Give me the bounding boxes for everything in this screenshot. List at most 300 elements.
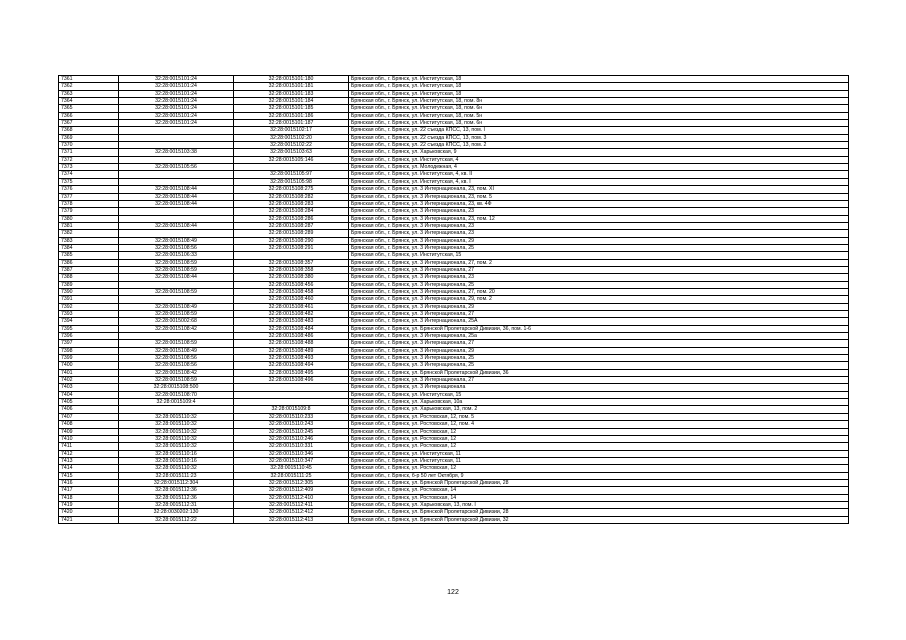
object-cadastral-cell: 32:28:0015108:460 (234, 296, 349, 303)
address-cell: Брянская обл., г. Брянск, ул. 3 Интернационала, 25 (349, 244, 849, 251)
row-number-cell: 7399 (59, 355, 119, 362)
table-row (59, 325, 849, 332)
row-number-cell: 7421 (59, 516, 119, 523)
parcel-cadastral-cell: 32:28:0030202:130 (119, 509, 234, 516)
address-cell: Брянская обл., г. Брянск, ул. 22 съезда КПСС, 13, пом. 3 (349, 134, 849, 141)
parcel-cadastral-cell: 32:28:0015108:59 (119, 377, 234, 384)
address-cell: Брянская обл., г. Брянск, ул. Институтская, 15 (349, 252, 849, 259)
row-number-cell: 7416 (59, 479, 119, 486)
table-row (59, 105, 849, 112)
table-body (59, 76, 849, 524)
table-row (59, 377, 849, 384)
row-number-cell: 7403 (59, 384, 119, 391)
address-cell: Брянская обл., г. Брянск, ул. 3 Интернационала, 29 (349, 303, 849, 310)
row-number-cell: 7395 (59, 325, 119, 332)
object-cadastral-cell: 32:28:0015108:489 (234, 347, 349, 354)
row-number-cell: 7362 (59, 83, 119, 90)
parcel-cadastral-cell: 32:28:0015108:44 (119, 200, 234, 207)
table-row (59, 347, 849, 354)
address-cell: Брянская обл., г. Брянск, ул. Институтская, 18, пом. 5н (349, 112, 849, 119)
table-row (59, 494, 849, 501)
table-row (59, 487, 849, 494)
parcel-cadastral-cell (119, 142, 234, 149)
address-cell: Брянская обл., г. Брянск, ул. 3 Интернационала, 25 (349, 362, 849, 369)
parcel-cadastral-cell (119, 296, 234, 303)
row-number-cell: 7386 (59, 259, 119, 266)
table-row (59, 384, 849, 391)
address-cell: Брянская обл., г. Брянск, ул. 3 Интернационала, 27 (349, 377, 849, 384)
object-cadastral-cell: 32:28:0015108:287 (234, 222, 349, 229)
parcel-cadastral-cell (119, 406, 234, 413)
address-cell: Брянская обл., г. Брянск, ул. 3 Интернационала, 27, пом. 20 (349, 288, 849, 295)
object-cadastral-cell: 32:28:0015108:494 (234, 362, 349, 369)
parcel-cadastral-cell: 32:28:0015108:56 (119, 362, 234, 369)
address-cell: Брянская обл., г. Брянск, ул. 3 Интернационала (349, 384, 849, 391)
row-number-cell: 7401 (59, 369, 119, 376)
object-cadastral-cell: 32:28:0015108:283 (234, 200, 349, 207)
table-row (59, 134, 849, 141)
row-number-cell: 7367 (59, 120, 119, 127)
parcel-cadastral-cell: 32:28:0015108:49 (119, 347, 234, 354)
row-number-cell: 7370 (59, 142, 119, 149)
parcel-cadastral-cell: 32:28:0015108:59 (119, 311, 234, 318)
row-number-cell: 7409 (59, 428, 119, 435)
parcel-cadastral-cell: 32:28:0015110:32 (119, 465, 234, 472)
row-number-cell: 7372 (59, 156, 119, 163)
table-row (59, 112, 849, 119)
table-row (59, 142, 849, 149)
row-number-cell: 7419 (59, 501, 119, 508)
address-cell: Брянская обл., г. Брянск, ул. 3 Интернационала, 25А (349, 318, 849, 325)
row-number-cell: 7369 (59, 134, 119, 141)
address-cell: Брянская обл., г. Брянск, ул. 3 Интернационала, 23, пом. XI (349, 186, 849, 193)
table-row (59, 230, 849, 237)
parcel-cadastral-cell (119, 178, 234, 185)
address-cell: Брянская обл., г. Брянск, ул. Харьковская, 9 (349, 149, 849, 156)
parcel-cadastral-cell (119, 215, 234, 222)
object-cadastral-cell: 32:28:0015108:495 (234, 369, 349, 376)
table-row (59, 406, 849, 413)
address-cell: Брянская обл., г. Брянск, ул. 3 Интернационала, 23, пом. 5 (349, 193, 849, 200)
address-cell: Брянская обл., г. Брянск, ул. Институтская, 11 (349, 457, 849, 464)
row-number-cell: 7363 (59, 90, 119, 97)
row-number-cell: 7411 (59, 443, 119, 450)
parcel-cadastral-cell (119, 134, 234, 141)
parcel-cadastral-cell: 32:28:0015110:16 (119, 457, 234, 464)
table-row (59, 222, 849, 229)
object-cadastral-cell: 32:28:0015101:181 (234, 83, 349, 90)
table-row (59, 288, 849, 295)
row-number-cell: 7385 (59, 252, 119, 259)
table-row (59, 311, 849, 318)
parcel-cadastral-cell (119, 333, 234, 340)
row-number-cell: 7413 (59, 457, 119, 464)
row-number-cell: 7412 (59, 450, 119, 457)
table-row (59, 479, 849, 486)
object-cadastral-cell: 32:28:0015101:184 (234, 98, 349, 105)
object-cadastral-cell: 32:28:0015110:45 (234, 465, 349, 472)
parcel-cadastral-cell: 32:28:0015112:304 (119, 479, 234, 486)
address-cell: Брянская обл., г. Брянск, ул. 3 Интернационала, 23, кв. 4Ф (349, 200, 849, 207)
table-row (59, 237, 849, 244)
address-cell: Брянская обл., г. Брянск, ул. Институтская, 18 (349, 83, 849, 90)
table-row (59, 208, 849, 215)
row-number-cell: 7406 (59, 406, 119, 413)
row-number-cell: 7387 (59, 266, 119, 273)
address-cell: Брянская обл., г. Брянск, ул. 3 Интернационала, 29 (349, 347, 849, 354)
object-cadastral-cell: 32:28:0015109:8 (234, 406, 349, 413)
address-cell: Брянская обл., г. Брянск, ул. Ростовская, 12 (349, 465, 849, 472)
address-cell: Брянская обл., г. Брянск, ул. 3 Интернационала, 27 (349, 340, 849, 347)
row-number-cell: 7414 (59, 465, 119, 472)
address-cell: Брянская обл., г. Брянск, ул. Молодежная, 4 (349, 164, 849, 171)
row-number-cell: 7371 (59, 149, 119, 156)
object-cadastral-cell: 32:28:0015108:486 (234, 333, 349, 340)
object-cadastral-cell: 32:28:0015112:410 (234, 494, 349, 501)
row-number-cell: 7390 (59, 288, 119, 295)
table-row (59, 244, 849, 251)
object-cadastral-cell: 32:28:0015101:187 (234, 120, 349, 127)
table-row (59, 215, 849, 222)
data-table (58, 75, 849, 524)
table-row (59, 252, 849, 259)
object-cadastral-cell: 32:28:0015102:22 (234, 142, 349, 149)
object-cadastral-cell: 32:28:0015108:493 (234, 355, 349, 362)
row-number-cell: 7391 (59, 296, 119, 303)
address-cell: Брянская обл., г. Брянск, ул. 3 Интернационала, 23 (349, 230, 849, 237)
parcel-cadastral-cell: 32:28:0015108:44 (119, 193, 234, 200)
row-number-cell: 7366 (59, 112, 119, 119)
address-cell: Брянская обл., г. Брянск, ул. 3 Интернационала, 27, пом. 2 (349, 259, 849, 266)
object-cadastral-cell: 32:28:0015108:275 (234, 186, 349, 193)
parcel-cadastral-cell: 32:28:0015002:68 (119, 318, 234, 325)
object-cadastral-cell: 32:28:0015105:146 (234, 156, 349, 163)
object-cadastral-cell: 32:28:0015112:409 (234, 487, 349, 494)
address-cell: Брянская обл., г. Брянск, ул. Институтская, 18, пом. 6н (349, 105, 849, 112)
object-cadastral-cell (234, 399, 349, 406)
object-cadastral-cell: 32:28:0015108:282 (234, 193, 349, 200)
parcel-cadastral-cell: 32:28:0015108:56 (119, 244, 234, 251)
object-cadastral-cell: 32:28:0015101:183 (234, 90, 349, 97)
table-row (59, 465, 849, 472)
object-cadastral-cell: 32:28:0015108:291 (234, 244, 349, 251)
row-number-cell: 7407 (59, 413, 119, 420)
object-cadastral-cell: 32:28:0015112:412 (234, 509, 349, 516)
parcel-cadastral-cell: 32:28:0015108:59 (119, 340, 234, 347)
parcel-cadastral-cell: 32:28:0015101:24 (119, 76, 234, 83)
parcel-cadastral-cell (119, 208, 234, 215)
table-row (59, 340, 849, 347)
row-number-cell: 7415 (59, 472, 119, 479)
object-cadastral-cell: 32:28:0015108:380 (234, 274, 349, 281)
address-cell: Брянская обл., г. Брянск, ул. Ростовская, 12, пом. 5 (349, 413, 849, 420)
object-cadastral-cell: 32:28:0015102:20 (234, 134, 349, 141)
table-row (59, 318, 849, 325)
table-row (59, 303, 849, 310)
row-number-cell: 7378 (59, 200, 119, 207)
row-number-cell: 7368 (59, 127, 119, 134)
object-cadastral-cell: 32:28:0015105:97 (234, 171, 349, 178)
row-number-cell: 7383 (59, 237, 119, 244)
address-cell: Брянская обл., г. Брянск, ул. 3 Интернационала, 23 (349, 274, 849, 281)
address-cell: Брянская обл., г. Брянск, ул. Брянской Пролетарской Дивизии, 28 (349, 509, 849, 516)
table-row (59, 186, 849, 193)
address-cell: Брянская обл., г. Брянск, ул. 3 Интернационала, 27 (349, 311, 849, 318)
parcel-cadastral-cell: 32:28:0015110:32 (119, 443, 234, 450)
table-row (59, 421, 849, 428)
object-cadastral-cell: 32:28:0015108:456 (234, 281, 349, 288)
parcel-cadastral-cell: 32:28:0015101:24 (119, 90, 234, 97)
parcel-cadastral-cell: 32:28:0015112:36 (119, 494, 234, 501)
parcel-cadastral-cell: 32:28:0015109:4 (119, 399, 234, 406)
address-cell: Брянская обл., г. Брянск, ул. 3 Интернационала, 23 (349, 222, 849, 229)
row-number-cell: 7364 (59, 98, 119, 105)
parcel-cadastral-cell: 32:28:0015101:24 (119, 120, 234, 127)
parcel-cadastral-cell: 32:28:0015108:49 (119, 237, 234, 244)
table-row (59, 457, 849, 464)
parcel-cadastral-cell: 32:28:0015108:59 (119, 266, 234, 273)
parcel-cadastral-cell (119, 171, 234, 178)
row-number-cell: 7380 (59, 215, 119, 222)
parcel-cadastral-cell: 32:28:0015108:59 (119, 259, 234, 266)
address-cell: Брянская обл., г. Брянск, ул. 3 Интернационала, 25а (349, 333, 849, 340)
table-row (59, 90, 849, 97)
row-number-cell: 7379 (59, 208, 119, 215)
object-cadastral-cell: 32:28:0015108:458 (234, 288, 349, 295)
row-number-cell: 7365 (59, 105, 119, 112)
table-row (59, 443, 849, 450)
object-cadastral-cell (234, 164, 349, 171)
parcel-cadastral-cell (119, 127, 234, 134)
address-cell: Брянская обл., г. Брянск, ул. 3 Интернационала, 23, пом. 12 (349, 215, 849, 222)
parcel-cadastral-cell: 32:28:0015105:56 (119, 164, 234, 171)
address-cell: Брянская обл., г. Брянск, ул. Ростовская, 14 (349, 494, 849, 501)
parcel-cadastral-cell: 32:28:0015111:23 (119, 472, 234, 479)
object-cadastral-cell: 32:28:0015103:63 (234, 149, 349, 156)
parcel-cadastral-cell: 32:28:0015101:24 (119, 98, 234, 105)
table-row (59, 296, 849, 303)
address-cell: Брянская обл., г. Брянск, ул. Харьковская, 13, пом. 2 (349, 406, 849, 413)
row-number-cell: 7408 (59, 421, 119, 428)
parcel-cadastral-cell: 32:28:0015112:22 (119, 516, 234, 523)
object-cadastral-cell: 32:28:0015108:358 (234, 266, 349, 273)
address-cell: Брянская обл., г. Брянск, ул. Брянской Пролетарской Дивизии, 32 (349, 516, 849, 523)
row-number-cell: 7397 (59, 340, 119, 347)
address-cell: Брянская обл., г. Брянск, ул. Институтская, 11 (349, 450, 849, 457)
table-row (59, 333, 849, 340)
address-cell: Брянская обл., г. Брянск, ул. Брянской Пролетарской Дивизии, 36 (349, 369, 849, 376)
parcel-cadastral-cell: 32:28:0015106:33 (119, 252, 234, 259)
table-row (59, 274, 849, 281)
object-cadastral-cell: 32:28:0015111:25 (234, 472, 349, 479)
object-cadastral-cell: 32:28:0015108:289 (234, 230, 349, 237)
parcel-cadastral-cell: 32:28:0015108:42 (119, 369, 234, 376)
parcel-cadastral-cell: 32:28:0015110:32 (119, 421, 234, 428)
row-number-cell: 7396 (59, 333, 119, 340)
row-number-cell: 7418 (59, 494, 119, 501)
object-cadastral-cell: 32:28:0015105:98 (234, 178, 349, 185)
table-row (59, 171, 849, 178)
object-cadastral-cell: 32:28:0015101:180 (234, 76, 349, 83)
table-row (59, 127, 849, 134)
address-cell: Брянская обл., г. Брянск, ул. Институтская, 15 (349, 391, 849, 398)
address-cell: Брянская обл., г. Брянск, ул. Институтская, 18, пом. 8н (349, 98, 849, 105)
row-number-cell: 7384 (59, 244, 119, 251)
parcel-cadastral-cell (119, 230, 234, 237)
table-row (59, 391, 849, 398)
table-row (59, 98, 849, 105)
table-row (59, 281, 849, 288)
parcel-cadastral-cell (119, 156, 234, 163)
row-number-cell: 7361 (59, 76, 119, 83)
row-number-cell: 7377 (59, 193, 119, 200)
table-row (59, 509, 849, 516)
address-cell: Брянская обл., г. Брянск, ул. Институтская, 18, пом. 6н (349, 120, 849, 127)
parcel-cadastral-cell: 32:28:0015112:36 (119, 487, 234, 494)
object-cadastral-cell: 32:28:0015101:186 (234, 112, 349, 119)
object-cadastral-cell: 32:28:0015108:357 (234, 259, 349, 266)
table-row (59, 120, 849, 127)
parcel-cadastral-cell: 32:28:0015101:24 (119, 105, 234, 112)
address-cell: Брянская обл., г. Брянск, ул. Ростовская, 12 (349, 435, 849, 442)
object-cadastral-cell: 32:28:0015102:17 (234, 127, 349, 134)
table-row (59, 369, 849, 376)
parcel-cadastral-cell: 32:28:0015112:31 (119, 501, 234, 508)
object-cadastral-cell: 32:28:0015101:185 (234, 105, 349, 112)
object-cadastral-cell (234, 391, 349, 398)
address-cell: Брянская обл., г. Брянск, ул. 3 Интернационала, 29 (349, 237, 849, 244)
address-cell: Брянская обл., г. Брянск, ул. Институтская, 4, кв. I (349, 178, 849, 185)
row-number-cell: 7388 (59, 274, 119, 281)
address-cell: Брянская обл., г. Брянск, ул. Харьковская, 13, пом. I (349, 501, 849, 508)
table-row (59, 399, 849, 406)
parcel-cadastral-cell (119, 281, 234, 288)
table-row (59, 266, 849, 273)
row-number-cell: 7374 (59, 171, 119, 178)
object-cadastral-cell: 32:28:0015108:290 (234, 237, 349, 244)
object-cadastral-cell: 32:28:0015110:245 (234, 428, 349, 435)
parcel-cadastral-cell: 32:28:0015103:38 (119, 149, 234, 156)
row-number-cell: 7398 (59, 347, 119, 354)
table-row (59, 355, 849, 362)
parcel-cadastral-cell: 32:28:0015110:32 (119, 428, 234, 435)
row-number-cell: 7393 (59, 311, 119, 318)
object-cadastral-cell: 32:28:0015108:284 (234, 208, 349, 215)
object-cadastral-cell: 32:28:0015110:246 (234, 435, 349, 442)
parcel-cadastral-cell: 32:28:0015108:49 (119, 303, 234, 310)
table-row (59, 362, 849, 369)
row-number-cell: 7381 (59, 222, 119, 229)
parcel-cadastral-cell: 32:28:0015108:56 (119, 355, 234, 362)
address-cell: Брянская обл., г. Брянск, ул. Ростовская, 14 (349, 487, 849, 494)
address-cell: Брянская обл., г. Брянск, ул. Институтская, 4, кв. II (349, 171, 849, 178)
row-number-cell: 7405 (59, 399, 119, 406)
row-number-cell: 7404 (59, 391, 119, 398)
parcel-cadastral-cell: 32:28:0015108:59 (119, 288, 234, 295)
row-number-cell: 7400 (59, 362, 119, 369)
object-cadastral-cell: 32:28:0015108:488 (234, 340, 349, 347)
parcel-cadastral-cell: 32:28:0015110:32 (119, 435, 234, 442)
address-cell: Брянская обл., г. Брянск, ул. Ростовская, 12 (349, 443, 849, 450)
address-cell: Брянская обл., г. Брянск, ул. Институтская, 18 (349, 90, 849, 97)
parcel-cadastral-cell: 32:28:0015108:44 (119, 274, 234, 281)
row-number-cell: 7376 (59, 186, 119, 193)
table-row (59, 450, 849, 457)
table-row (59, 193, 849, 200)
object-cadastral-cell: 32:28:0015108:461 (234, 303, 349, 310)
object-cadastral-cell (234, 384, 349, 391)
address-cell: Брянская обл., г. Брянск, ул. 3 Интернационала, 29, пом. 2 (349, 296, 849, 303)
object-cadastral-cell: 32:28:0015110:331 (234, 443, 349, 450)
row-number-cell: 7389 (59, 281, 119, 288)
address-cell: Брянская обл., г. Брянск, ул. Харьковская, 10а (349, 399, 849, 406)
object-cadastral-cell: 32:28:0015112:305 (234, 479, 349, 486)
parcel-cadastral-cell: 32:28:0015108:44 (119, 186, 234, 193)
row-number-cell: 7417 (59, 487, 119, 494)
object-cadastral-cell: 32:28:0015108:286 (234, 215, 349, 222)
address-cell: Брянская обл., г. Брянск, ул. 3 Интернационала, 25 (349, 281, 849, 288)
table-row (59, 76, 849, 83)
row-number-cell: 7375 (59, 178, 119, 185)
table-row (59, 178, 849, 185)
object-cadastral-cell: 32:28:0015112:411 (234, 501, 349, 508)
address-cell: Брянская обл., г. Брянск, ул. 3 Интернационала, 25 (349, 355, 849, 362)
address-cell: Брянская обл., г. Брянск, ул. Брянской Пролетарской Дивизии, 36, пом. 1-6 (349, 325, 849, 332)
table-row (59, 83, 849, 90)
table-row (59, 428, 849, 435)
object-cadastral-cell: 32:28:0015108:496 (234, 377, 349, 384)
table-row (59, 413, 849, 420)
table-row (59, 472, 849, 479)
object-cadastral-cell: 32:28:0015110:347 (234, 457, 349, 464)
object-cadastral-cell: 32:28:0015112:413 (234, 516, 349, 523)
row-number-cell: 7392 (59, 303, 119, 310)
address-cell: Брянская обл., г. Брянск, ул. 22 съезда КПСС, 13, пом. 2 (349, 142, 849, 149)
parcel-cadastral-cell: 32:28:0015110:32 (119, 413, 234, 420)
parcel-cadastral-cell: 32:28:0015101:24 (119, 83, 234, 90)
parcel-cadastral-cell: 32:28:0015108:70 (119, 391, 234, 398)
parcel-cadastral-cell: 32:28:0015108:500 (119, 384, 234, 391)
parcel-cadastral-cell: 32:28:0015108:44 (119, 222, 234, 229)
address-cell: Брянская обл., г. Брянск, б-р 50 лет Октября, 9 (349, 472, 849, 479)
address-cell: Брянская обл., г. Брянск, ул. Ростовская, 12 (349, 428, 849, 435)
address-cell: Брянская обл., г. Брянск, ул. Ростовская, 12, пом. 4 (349, 421, 849, 428)
row-number-cell: 7373 (59, 164, 119, 171)
address-cell: Брянская обл., г. Брянск, ул. 22 съезда КПСС, 13, пом. I (349, 127, 849, 134)
parcel-cadastral-cell: 32:28:0015108:42 (119, 325, 234, 332)
object-cadastral-cell: 32:28:0015110:233 (234, 413, 349, 420)
object-cadastral-cell: 32:28:0015108:483 (234, 318, 349, 325)
row-number-cell: 7402 (59, 377, 119, 384)
object-cadastral-cell: 32:28:0015108:484 (234, 325, 349, 332)
object-cadastral-cell: 32:28:0015110:346 (234, 450, 349, 457)
table-row (59, 516, 849, 523)
address-cell: Брянская обл., г. Брянск, ул. Брянской Пролетарской Дивизии, 28 (349, 479, 849, 486)
object-cadastral-cell (234, 252, 349, 259)
address-cell: Брянская обл., г. Брянск, ул. 3 Интернационала, 27 (349, 266, 849, 273)
row-number-cell: 7420 (59, 509, 119, 516)
parcel-cadastral-cell: 32:28:0015101:24 (119, 112, 234, 119)
page-number: 122 (447, 589, 459, 596)
row-number-cell: 7394 (59, 318, 119, 325)
table-row (59, 149, 849, 156)
table-row (59, 156, 849, 163)
parcel-cadastral-cell: 32:28:0015110:16 (119, 450, 234, 457)
table-row (59, 200, 849, 207)
address-cell: Брянская обл., г. Брянск, ул. Институтская, 4 (349, 156, 849, 163)
object-cadastral-cell: 32:28:0015110:243 (234, 421, 349, 428)
object-cadastral-cell: 32:28:0015108:482 (234, 311, 349, 318)
